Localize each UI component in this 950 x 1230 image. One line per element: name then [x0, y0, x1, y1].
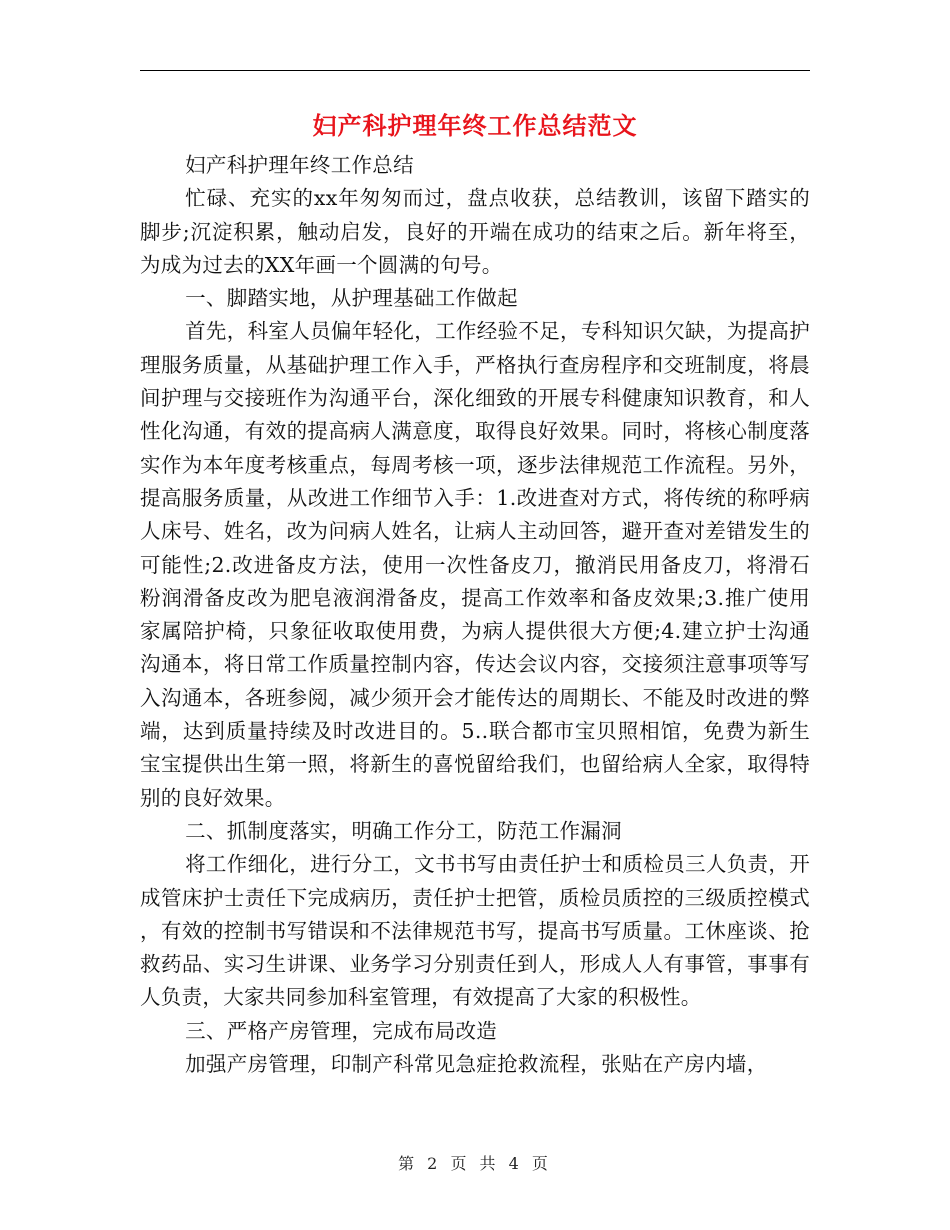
header-rule [140, 70, 810, 71]
paragraph-section-2: 将工作细化，进行分工，文书书写由责任护士和质检员三人负责，开成管床护士责任下完成病历，责任护士把管，质检员质控的三级质控模式，有效的控制书写错误和不法律规范书写，提高书写质量。工休座谈、抢救药品、实习生讲课、业务学习分别责任到人，形成人人有事管，事事有人负责，大家共同参加科室管理，有效提高了大家的积极性。 [140, 852, 810, 1010]
section-heading-1: 一、脚踏实地，从护理基础工作做起 [185, 286, 518, 311]
document-body [140, 149, 810, 1081]
paragraph-section-1: 首先，科室人员偏年轻化，工作经验不足，专科知识欠缺，为提高护理服务质量，从基础护理工作入手，严格执行查房程序和交班制度，将晨间护理与交接班作为沟通平台，深化细致的开展专科健康知识教育，和人性化沟通，有效的提高病人满意度，取得良好效果。同时，将核心制度落实作为本年度考核重点，每周考核一项，逐步法律规范工作流程。另外，提高服务质量，从改进工作细节入手：1.改进查对方式，将传统的称呼病人床号、姓名，改为问病人姓名，让病人主动回答，避开查对差错发生的可能性;2.改进备皮方法，使用一次性备皮刀，撤消民用备皮刀，将滑石粉润滑备皮改为肥皂液润滑备皮，提高工作效率和备皮效果;3.推广使用家属陪护椅，只象征收取使用费，为病人提供很大方便;4.建立护士沟通沟通本，将日常工作质量控制内容，传达会议内容，交接须注意事项等写入沟通本，各班参阅，减少须开会才能传达的周期长、不能及时改进的弊端，达到质量持续及时改进目的。5..联合都市宝贝照相馆，免费为新生宝宝提供出生第一照，将新生的喜悦留给我们，也留给病人全家，取得特别的良好效果。 [140, 319, 810, 810]
section-heading-2: 二、抓制度落实，明确工作分工，防范工作漏洞 [185, 818, 622, 843]
paragraph-subtitle: 妇产科护理年终工作总结 [185, 153, 414, 177]
paragraph-intro: 忙碌、充实的xx年匆匆而过，盘点收获，总结教训，该留下踏实的脚步;沉淀积累，触动启发，良好的开端在成功的结束之后。新年将至，为成为过去的XX年画一个圆满的句号。 [140, 186, 810, 277]
page-number: 第 2 页 共 4 页 [398, 1154, 552, 1173]
section-heading-3: 三、严格产房管理，完成布局改造 [185, 1018, 498, 1043]
paragraph-section-3: 加强产房管理，印制产科常见急症抢救流程，张贴在产房内墙， [185, 1052, 768, 1077]
document-title: 妇产科护理年终工作总结范文 [312, 111, 638, 140]
